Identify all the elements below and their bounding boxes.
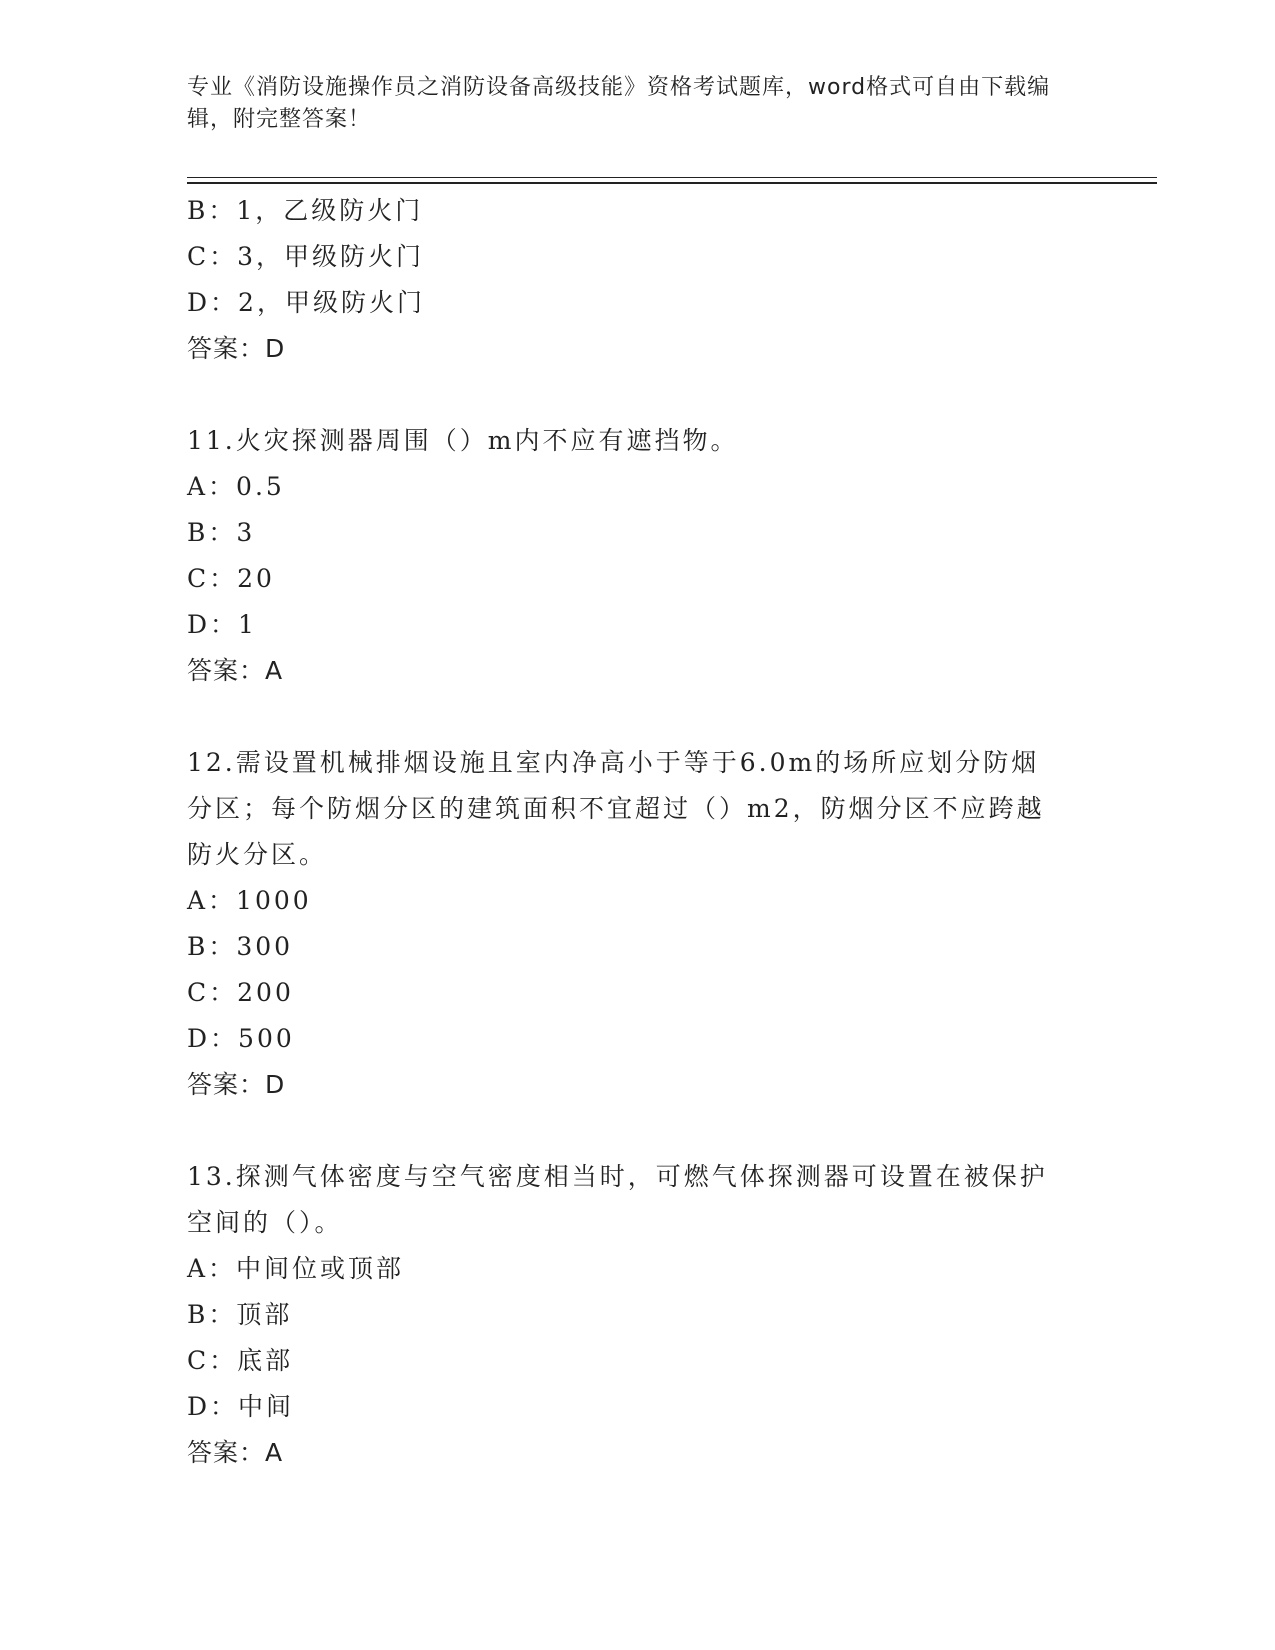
question-list (187, 188, 1087, 1476)
option-b: B：3 (187, 518, 256, 547)
question-text: 11.火灾探测器周围（）m内不应有遮挡物。 (187, 426, 739, 455)
question-11 (187, 418, 1087, 694)
option-b: B：300 (187, 932, 294, 961)
option-a: A：0.5 (187, 472, 285, 501)
answer: 答案：D (187, 334, 286, 363)
question-text: 12.需设置机械排烟设施且室内净高小于等于6.0m的场所应划分防烟分区；每个防烟分区的建筑面积不宜超过（）m2，防烟分区不应跨越防火分区。 (187, 748, 1045, 869)
header-divider-thin (187, 177, 1157, 178)
option-c: C：3，甲级防火门 (187, 242, 425, 271)
option-b: B：顶部 (187, 1300, 293, 1329)
option-d: D：1 (187, 610, 257, 639)
option-c: C：20 (187, 564, 275, 593)
option-c: C：200 (187, 978, 294, 1007)
answer: 答案：A (187, 1438, 284, 1467)
header-divider-thick (187, 182, 1157, 184)
option-c: C：底部 (187, 1346, 294, 1375)
question-13 (187, 1154, 1087, 1476)
document-header: 专业《消防设施操作员之消防设备高级技能》资格考试题库，word格式可自由下载编辑，附完整答案！ (187, 75, 1051, 132)
question-text: 13.探测气体密度与空气密度相当时，可燃气体探测器可设置在被保护空间的（）。 (187, 1162, 1048, 1237)
option-a: A：中间位或顶部 (187, 1254, 405, 1283)
answer: 答案：A (187, 656, 284, 685)
option-d: D：中间 (187, 1392, 295, 1421)
option-d: D：500 (187, 1024, 295, 1053)
option-b: B：1，乙级防火门 (187, 196, 424, 225)
option-d: D：2，甲级防火门 (187, 288, 425, 317)
prev-question-block (187, 188, 1087, 372)
option-a: A：1000 (187, 886, 312, 915)
answer: 答案：D (187, 1070, 286, 1099)
question-12 (187, 740, 1087, 1108)
